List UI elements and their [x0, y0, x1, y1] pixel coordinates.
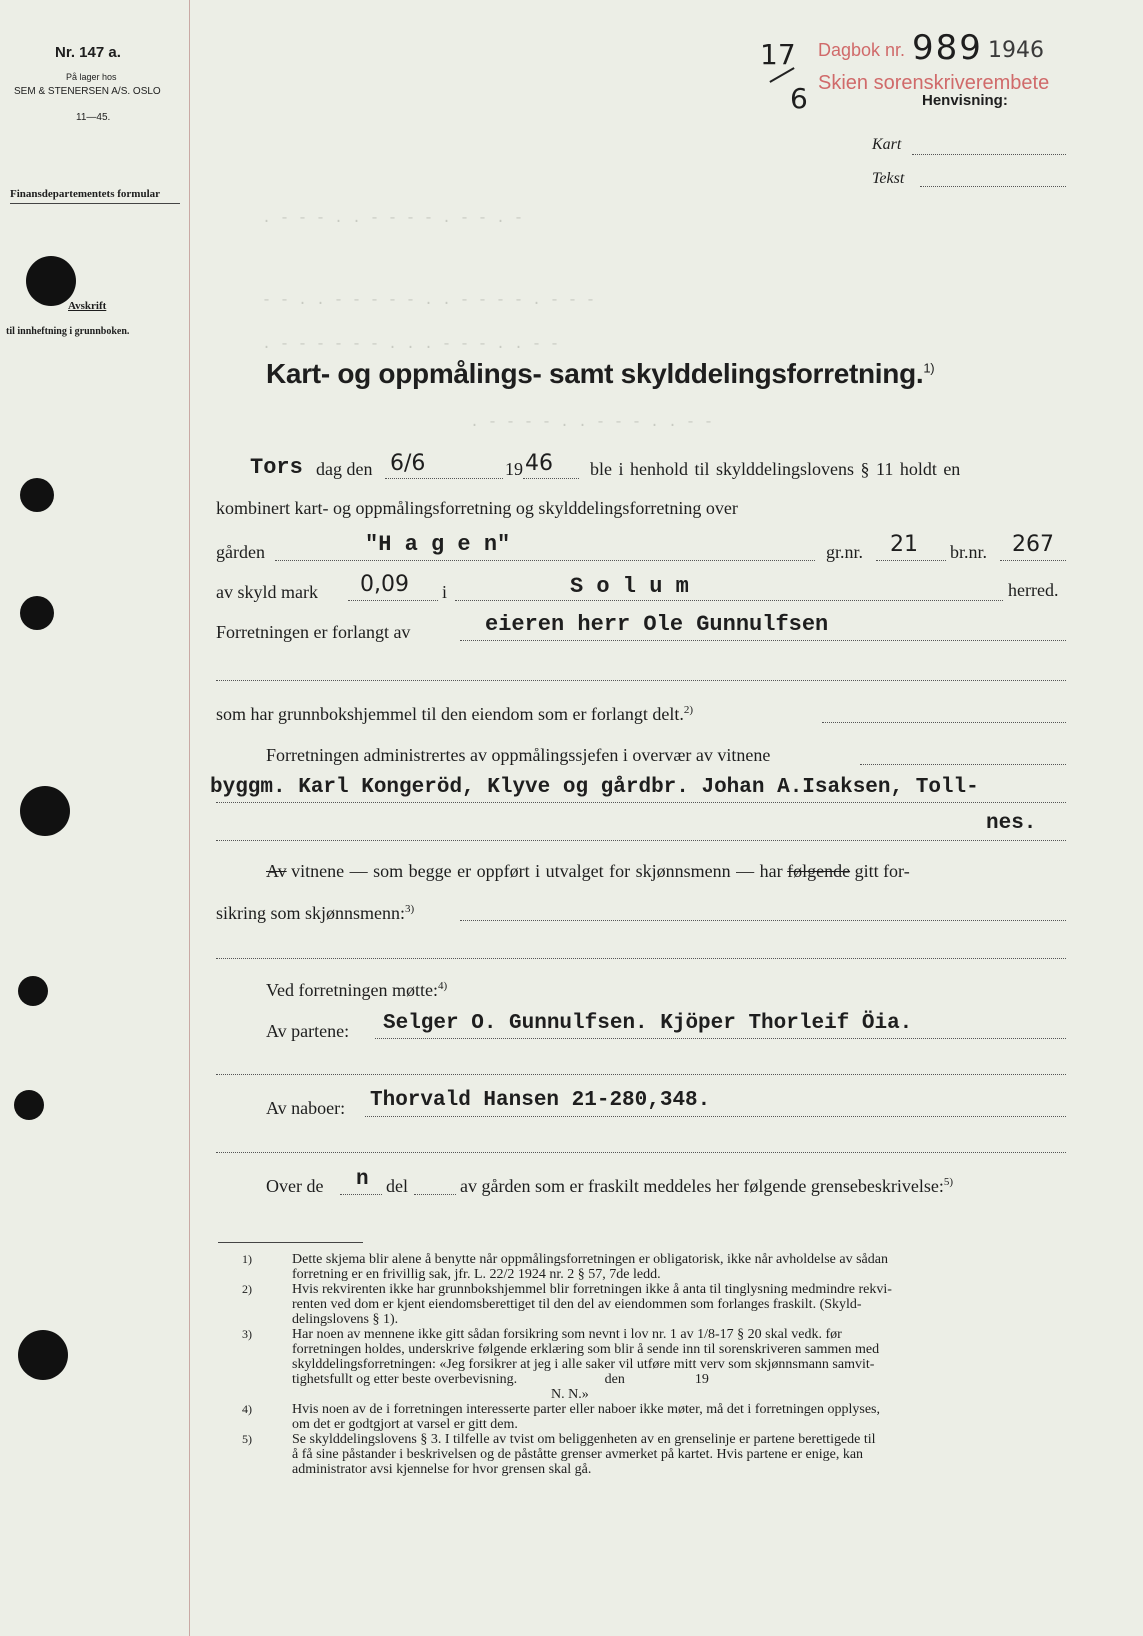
form-owner-rule — [10, 203, 180, 204]
print-date: 11—45. — [76, 112, 111, 123]
footnote-line: delingslovens § 1). — [292, 1312, 399, 1327]
neighbours-label: Av naboer: — [266, 1098, 346, 1118]
document-title-text: Kart- og oppmålings- samt skylddelingsforretning. — [266, 358, 924, 389]
bnr-label: br.nr. — [950, 542, 988, 562]
footnote-line: tighetsfullt og etter beste overbevisning. den 19 — [292, 1372, 709, 1387]
boundary-fill-line — [340, 1194, 382, 1195]
boundary-value: n — [356, 1168, 369, 1191]
witnesses-fill-line-2 — [216, 840, 1066, 841]
journal-year: 1946 — [988, 38, 1044, 63]
bnr-value: 267 — [1012, 532, 1054, 557]
punch-hole — [20, 596, 54, 630]
footnote-line: forretningen holdes, underskrive følgende erklæring som blir å sende inn til sorenskriveren sammen med — [292, 1342, 880, 1357]
witnesses-value-cont: nes. — [986, 812, 1037, 835]
municipality-value: S o l u m — [570, 574, 689, 599]
footnote-ref: 3) — [405, 903, 415, 915]
footnote-line: om det er godtgjort at varsel er gitt dem. — [292, 1417, 518, 1432]
boundary-fill-line-2 — [414, 1194, 456, 1195]
footnote-separator — [218, 1242, 363, 1243]
footnote-line: N. N.» — [292, 1387, 589, 1402]
requested-fill-line — [460, 640, 1066, 641]
parties-label: Av partene: — [266, 1021, 350, 1041]
tax-fill-line — [348, 600, 438, 601]
footnote-ref: 4) — [437, 980, 448, 992]
footnote-ref: 5) — [943, 1176, 953, 1188]
office-stamp: Skien sorenskriverembete — [818, 72, 1050, 94]
requested-label: Forretningen er forlangt av — [216, 622, 411, 642]
reference-label: Henvisning: — [922, 92, 1008, 109]
witnesses-value: byggm. Karl Kongeröd, Klyve og gårdbr. Johan A.Isaksen, Toll- — [210, 776, 979, 799]
left-margin-rule — [189, 0, 190, 1636]
footnote-number: 5) — [242, 1432, 252, 1446]
admin-fill-line — [860, 764, 1066, 765]
date-label: dag den — [316, 459, 373, 479]
assurance-fill-line — [460, 920, 1066, 921]
journal-label: Dagbok nr. — [818, 40, 906, 60]
assurance-text-c: sikring som skjønnsmenn: — [216, 903, 406, 923]
date-fill-line — [385, 478, 503, 479]
neighbours-fill-line — [365, 1116, 1066, 1117]
footnote-number: 3) — [242, 1327, 252, 1341]
farm-value: "H a g e n" — [365, 532, 511, 557]
date-line-rest: ble i henhold til skylddelingslovens § 11 holdt en — [590, 459, 961, 479]
century-label: 19 — [505, 459, 523, 479]
assurance-line — [266, 861, 910, 882]
punch-hole — [14, 1090, 44, 1120]
publisher-line1: På lager hos — [66, 72, 117, 82]
neighbours-value: Thorvald Hansen 21-280,348. — [370, 1089, 711, 1112]
boundary-label-b: del — [386, 1176, 408, 1196]
document-title — [266, 358, 934, 390]
footnote-number: 1) — [242, 1252, 252, 1266]
assurance-text-a: vitnene — som begge er oppført i utvalget for skjønnsmenn — har — [291, 861, 783, 881]
footnote-line: renten ved dom er kjent eiendomsberettiget til den del av eiendommen som forlanges fraskilt. (Skyld- — [292, 1297, 862, 1312]
deed-line — [216, 704, 693, 725]
assurance-line-2 — [216, 903, 414, 924]
footnote-line: Hvis rekvirenten ikke har grunnbokshjemmel blir forretningen ikke å anta til tinglysning medmindre rekvi- — [292, 1282, 892, 1297]
tax-label: av skyld mark — [216, 582, 318, 602]
parties-fill-line — [375, 1038, 1066, 1039]
weekday-value: Tors — [250, 455, 303, 480]
gnr-label: gr.nr. — [826, 542, 864, 562]
copy-label: Avskrift — [68, 300, 107, 312]
text-reference-line — [920, 186, 1066, 187]
registration-month: 6 — [790, 82, 808, 115]
witnesses-fill-line — [216, 802, 1066, 803]
struck-word: Av — [266, 861, 287, 881]
boundary-label-c — [460, 1176, 953, 1197]
footnote-line: skylddelingsforretningen: «Jeg forsikrer at jeg i alle saker vil utføre mitt verv som skjønnsmann samvit- — [292, 1357, 875, 1372]
farm-label: gården — [216, 542, 265, 562]
map-reference-line — [912, 154, 1066, 155]
footnote-line: å få sine påstander i beskrivelsen og de påståtte grenser avmerket på kartet. Hvis partene er enige, kan — [292, 1447, 864, 1462]
admin-line: Forretningen administrertes av oppmålingssjefen i overvær av vitnene — [266, 745, 771, 765]
bleed-through: . - - - - - - . . . - - - . . - - — [262, 336, 560, 353]
footnote-number: 2) — [242, 1282, 252, 1296]
assurance-blank-line — [216, 958, 1066, 959]
tax-in-label: i — [442, 582, 448, 602]
registration-day: 17 — [760, 38, 796, 71]
footnote-ref: 2) — [683, 704, 694, 716]
year-fill-line — [523, 478, 579, 479]
date-line — [250, 455, 303, 480]
boundary-text: av gården som er fraskilt meddeles her følgende grensebeskrivelse: — [460, 1176, 944, 1196]
footnote-line: administrator avsi kjennelse for hvor grensen skal gå. — [292, 1462, 592, 1477]
struck-word: følgende — [787, 861, 851, 881]
attended-line — [266, 980, 447, 1001]
deed-text: som har grunnbokshjemmel til den eiendom som er forlangt delt. — [216, 704, 684, 724]
municipality-fill-line — [455, 600, 1003, 601]
bleed-through: . - - - - . . - - - . . - - — [470, 414, 714, 431]
bleed-through: . - - - . . - - - - . - - . - — [262, 210, 524, 227]
punch-hole — [20, 786, 70, 836]
farm-fill-line — [275, 560, 815, 561]
journal-number: 989 — [912, 28, 983, 68]
footnote-line: Dette skjema blir alene å benytte når oppmålingsforretningen er obligatorisk, ikke når avholdelse av sådan — [292, 1252, 888, 1267]
punch-hole — [18, 976, 48, 1006]
requested-value: eieren herr Ole Gunnulfsen — [485, 612, 829, 637]
date-value: 6/6 — [390, 451, 426, 476]
copy-note: til innheftning i grunnboken. — [6, 326, 130, 337]
parties-blank-line — [216, 1074, 1066, 1075]
herred-label: herred. — [1008, 580, 1059, 600]
bnr-fill-line — [1000, 560, 1066, 561]
year-value: 46 — [525, 451, 553, 476]
assurance-text-b: gitt for- — [854, 861, 910, 881]
publisher-line2: SEM & STENERSEN A/S. OSLO — [14, 86, 161, 97]
blank-line — [216, 680, 1066, 681]
bleed-through: - - . . - - - - - . . - - - - . - - - — [262, 292, 596, 309]
punch-hole — [18, 1330, 68, 1380]
neighbours-blank-line — [216, 1152, 1066, 1153]
tax-value: 0,09 — [360, 572, 409, 597]
parties-value: Selger O. Gunnulfsen. Kjöper Thorleif Öia. — [383, 1012, 913, 1035]
form-line-2: kombinert kart- og oppmålingsforretning og skylddelingsforretning over — [216, 498, 738, 518]
footnote-line: Se skylddelingslovens § 3. I tilfelle av tvist om beliggenheten av en grenselinje er partene berettigede til — [292, 1432, 876, 1447]
footnote-ref: 1) — [923, 360, 935, 376]
form-number: Nr. 147 a. — [55, 44, 121, 61]
boundary-label-a: Over de — [266, 1176, 324, 1196]
punch-hole — [26, 256, 76, 306]
gnr-value: 21 — [890, 532, 918, 557]
form-owner: Finansdepartementets formular — [10, 188, 161, 200]
footnote-line: Hvis noen av de i forretningen interesserte parter eller naboer ikke møter, må det i forretningen opplyses, — [292, 1402, 881, 1417]
map-label: Kart — [872, 136, 902, 153]
punch-hole — [20, 478, 54, 512]
text-label: Tekst — [872, 170, 905, 187]
gnr-fill-line — [876, 560, 946, 561]
attended-label: Ved forretningen møtte: — [266, 980, 438, 1000]
footnote-line: Har noen av mennene ikke gitt sådan forsikring som nevnt i lov nr. 1 av 1/8-17 § 20 skal vedk. før — [292, 1327, 842, 1342]
footnote-line: forretning er en frivillig sak, jfr. L. 22/2 1924 nr. 2 § 57, 7de ledd. — [292, 1267, 661, 1282]
footnote-number: 4) — [242, 1402, 252, 1416]
deed-fill-line — [822, 722, 1066, 723]
